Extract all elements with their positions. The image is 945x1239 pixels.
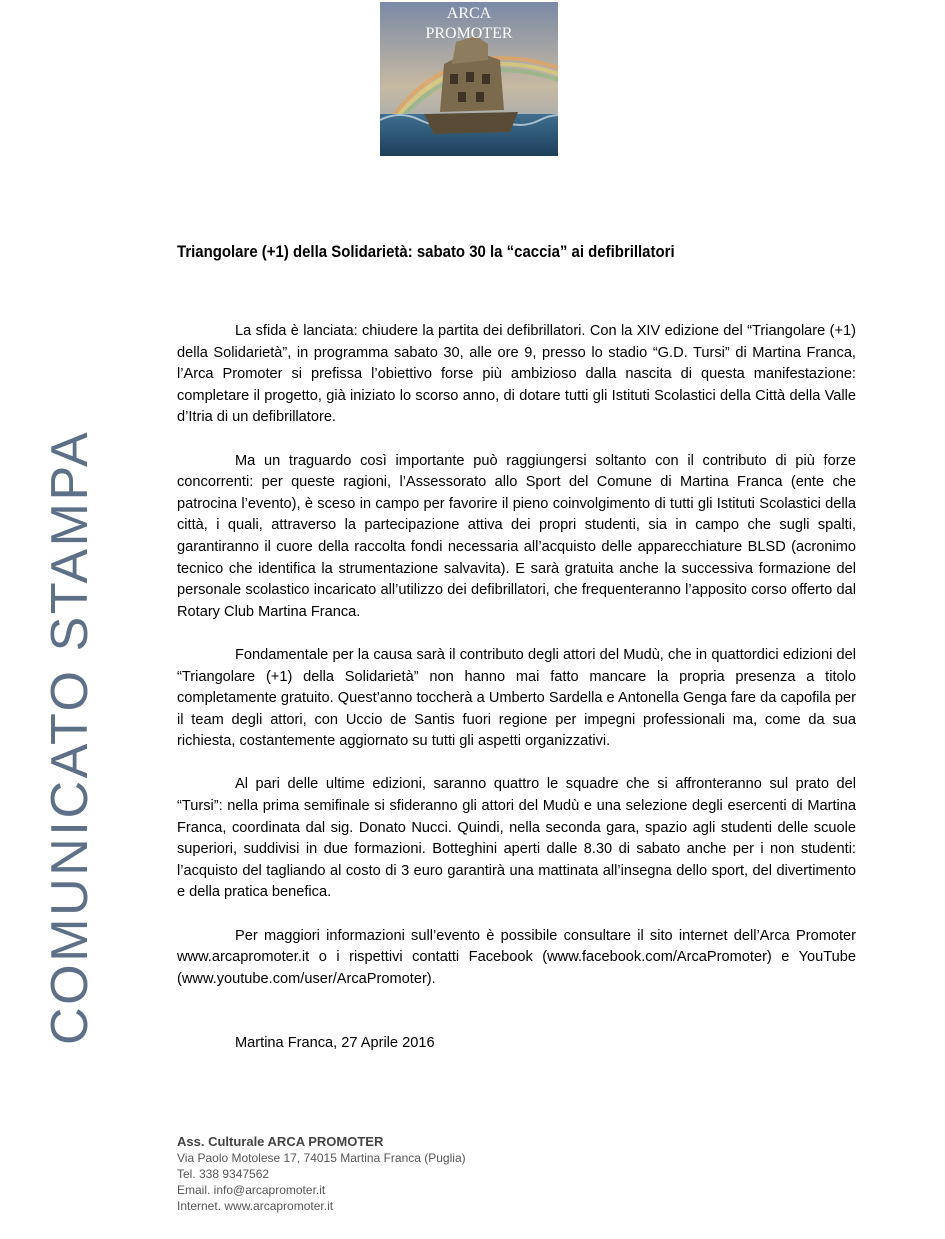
place-and-date: Martina Franca, 27 Aprile 2016	[235, 1035, 435, 1051]
press-release-title: Triangolare (+1) della Solidarietà: sabato 30 la “caccia” ai defibrillatori	[177, 242, 675, 261]
organization-name: Ass. Culturale ARCA PROMOTER	[177, 1134, 384, 1149]
body-paragraph: Fondamentale per la causa sarà il contributo degli attori del Mudù, che in quattordici edizioni del “Triangolare (+1) della Solidarietà” non hanno mai fatto mancare la propria presenza a titolo completamente gratuito. Quest’anno toccherà a Umberto Sardella e Antonella Genga fare da capofila per il team degli attori, con Uccio de Santis fuori regione per impegni professionali ma, come da sua richiesta, costantemente aggiornato su tutti gli aspetti organizzativi.	[177, 646, 856, 750]
body-paragraph: Al pari delle ultime edizioni, saranno quattro le squadre che si affronteranno sul prato del “Tursi”: nella prima semifinale si sfideranno gli attori del Mudù e una selezione degli esercenti di Martina Franca, coordinata dal sig. Donato Nucci. Quindi, nella seconda gara, spazio agli studenti delle scuole superiori, suddivisi in due formazioni. Botteghini aperti dalle 8.30 di sabato anche per i non studenti: l’acquisto del tagliando al costo di 3 euro garantirà una mattinata all’insegna dello sport, del divertimento e della pratica benefica.	[177, 776, 856, 901]
body-paragraph: La sfida è lanciata: chiudere la partita dei defibrillatori. Con la XIV edizione del “Triangolare (+1) della Solidarietà”, in programma sabato 30, alle ore 9, presso lo stadio “G.D. Tursi” di Martina Franca, l’Arca Promoter si prefissa l’obiettivo forse più ambizioso dalla nascita di questa manifestazione: completare il progetto, già iniziato lo scorso anno, di dotare tutti gli Istituti Scolastici della Città della Valle d’Itria di un defibrillatore.	[177, 323, 856, 426]
telephone: Tel. 338 9347562	[177, 1167, 270, 1181]
logo-text-line1: ARCA	[446, 5, 492, 22]
website: Internet. www.arcapromoter.it	[177, 1199, 334, 1213]
comunicato-stampa-label: COMUNICATO STAMPA	[41, 429, 99, 1045]
address: Via Paolo Motolese 17, 74015 Martina Franca (Puglia)	[177, 1151, 466, 1165]
body-paragraph: Per maggiori informazioni sull’evento è possibile consultare il sito internet dell’Arca Promoter www.arcapromoter.it o i rispettivi contatti Facebook (www.facebook.com/ArcaPromoter) e YouTube (www.youtube.com/user/ArcaPromoter).	[177, 927, 856, 987]
press-release-body	[177, 321, 856, 1012]
body-paragraph: Ma un traguardo così importante può raggiungersi soltanto con il contributo di più forze concorrenti: per queste ragioni, l’Assessorato allo Sport del Comune di Martina Franca (ente che patrocina l’evento), è sceso in campo per favorire il pieno coinvolgimento di tutti gli Istituti Scolastici della città, i quali, attraverso la partecipazione attiva dei propri studenti, sia in campo che sugli spalti, garantiranno il cuore della raccolta fondi necessaria all’acquisto delle apparecchiature BLSD (acronimo tecnico che identifica la strumentazione salvavita). E sarà gratuita anche la successiva formazione del personale scolastico incaricato all’utilizzo dei defibrillatori, che frequenteranno l’apposito corso offerto dal Rotary Club Martina Franca.	[177, 452, 856, 620]
arca-promoter-logo	[380, 2, 558, 156]
footer-contacts	[177, 1134, 466, 1214]
logo-text-line2: PROMOTER	[425, 25, 513, 42]
email: Email. info@arcapromoter.it	[177, 1183, 326, 1197]
